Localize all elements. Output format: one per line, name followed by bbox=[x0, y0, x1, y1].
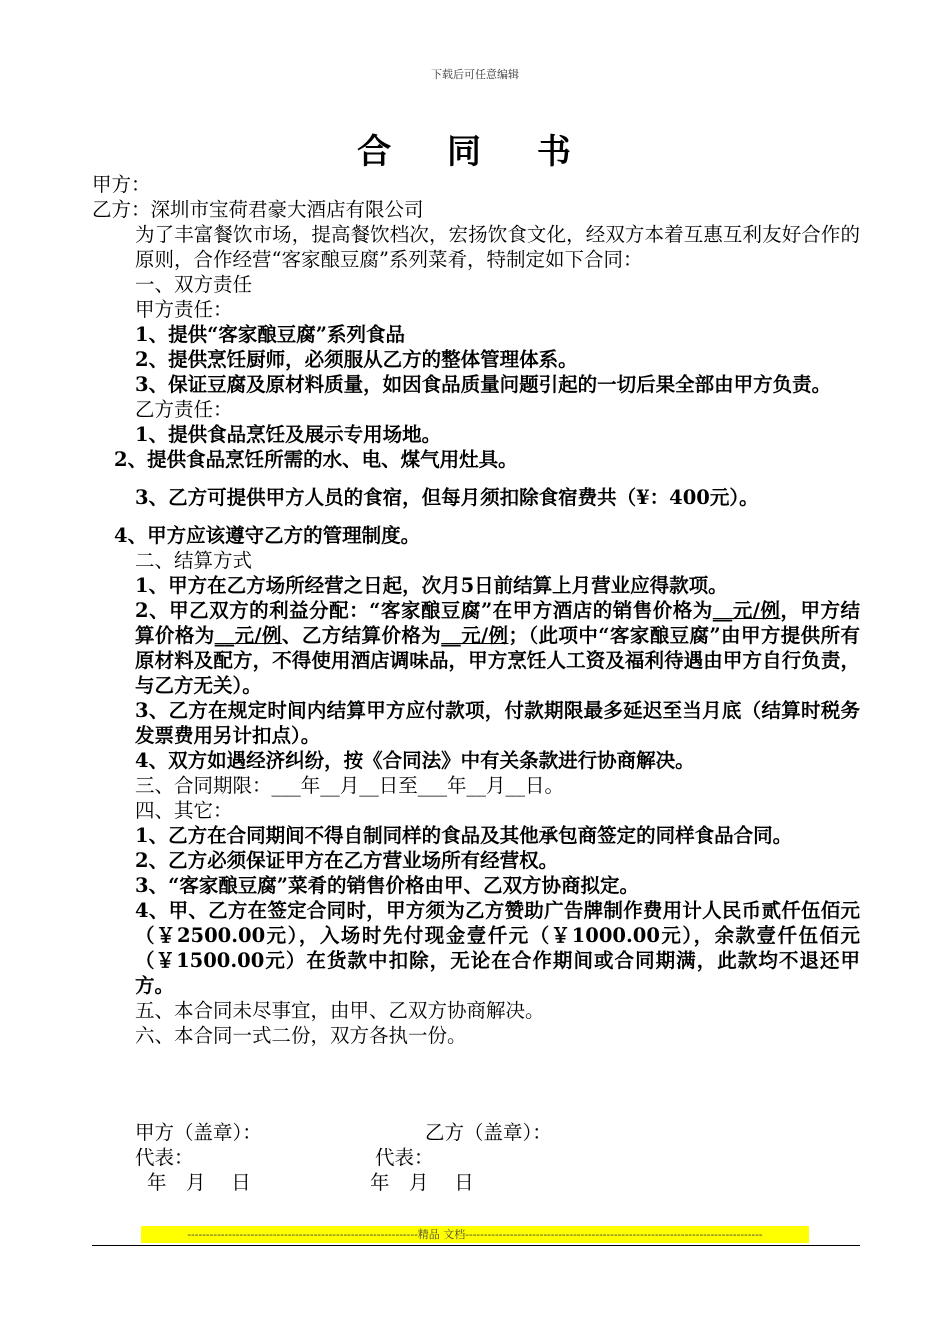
settlement-2-part-b: ，甲方结算价格为 bbox=[135, 599, 860, 647]
other-2: 2、乙方必须保证甲方在乙方营业场所有经营权。 bbox=[135, 849, 559, 872]
settlement-1: 1、甲方在乙方场所经营之日起，次月5日前结算上月营业应得款项。 bbox=[135, 574, 728, 597]
party-a-duty-3: 3、保证豆腐及原材料质量，如因食品质量问题引起的一切后果全部由甲方负责。 bbox=[135, 373, 832, 396]
section-2-title: 二、结算方式 bbox=[135, 549, 253, 572]
section-5: 五、本合同未尽事宜，由甲、乙双方协商解决。 bbox=[135, 999, 545, 1022]
party-b-duty-4: 4、甲方应该遵守乙方的管理制度。 bbox=[114, 524, 421, 547]
settlement-2-part-a: 2、甲乙双方的利益分配：“客家酿豆腐”在甲方酒店的销售价格为 bbox=[135, 599, 713, 622]
footer-watermark: --------------------------------------------------------------精品 文档-------------------------------------------------------------------------------- bbox=[141, 1226, 809, 1243]
contract-title: 合 同 书 bbox=[357, 132, 593, 172]
party-a-price-blank: __元/例 bbox=[214, 624, 282, 647]
settlement-2 bbox=[92, 598, 860, 698]
party-a-duty-2: 2、提供烹饪厨师，必须服从乙方的整体管理体系。 bbox=[135, 348, 578, 371]
section-1-title: 一、双方责任 bbox=[135, 273, 253, 296]
other-3: 3、“客家酿豆腐”菜肴的销售价格由甲、乙双方协商拟定。 bbox=[135, 874, 640, 897]
party-a: 甲方： bbox=[92, 173, 151, 196]
party-b-duty-1: 1、提供食品烹饪及展示专用场地。 bbox=[135, 423, 442, 446]
party-b: 乙方：深圳市宝荷君豪大酒店有限公司 bbox=[92, 198, 424, 221]
signature-block bbox=[92, 1120, 860, 1200]
party-b-date: 年 月 日 bbox=[370, 1171, 474, 1194]
party-b-seal-label: 乙方（盖章）： bbox=[425, 1121, 552, 1144]
section-6: 六、本合同一式二份，双方各执一份。 bbox=[135, 1024, 467, 1047]
party-a-date: 年 月 日 bbox=[147, 1171, 251, 1194]
other-4: 4、甲、乙方在签定合同时，甲方须为乙方赞助广告牌制作费用计人民币贰仟伍佰元（￥2500.00元），入场时先付现金壹仟元（￥1000.00元），余款壹仟伍佰元（￥1500.00元）在货款中扣除，无论在合作期间或合同期满，此款均不退还甲方。 bbox=[135, 899, 860, 997]
settlement-3: 3、乙方在规定时间内结算甲方应付款项，付款期限最多延迟至当月底（结算时税务发票费用另计扣点）。 bbox=[135, 699, 860, 747]
header-note: 下载后可任意编辑 bbox=[431, 68, 519, 81]
intro-paragraph: 为了丰富餐饮市场，提高餐饮档次，宏扬饮食文化，经双方本着互惠互利友好合作的原则，合作经营“客家酿豆腐”系列菜肴，特制定如下合同： bbox=[135, 223, 860, 271]
footer-divider bbox=[92, 1245, 860, 1246]
party-b-representative-label: 代表： bbox=[375, 1146, 434, 1169]
party-b-duty-2: 2、提供食品烹饪所需的水、电、煤气用灶具。 bbox=[114, 448, 518, 471]
section-4-title: 四、其它： bbox=[135, 799, 233, 822]
party-b-duty-3: 3、乙方可提供甲方人员的食宿，但每月须扣除食宿费共（¥：400元）。 bbox=[135, 486, 759, 509]
party-a-seal-label: 甲方（盖章）： bbox=[135, 1121, 262, 1144]
party-a-duties-title: 甲方责任： bbox=[135, 298, 233, 321]
contract-body bbox=[92, 172, 860, 1048]
party-a-duty-1: 1、提供“客家酿豆腐”系列食品 bbox=[135, 323, 406, 346]
party-a-representative-label: 代表： bbox=[135, 1146, 194, 1169]
party-b-duties-title: 乙方责任： bbox=[135, 398, 233, 421]
settlement-2-part-d: ；（此项中“客家酿豆腐”由甲方提供所有原材料及配方，不得使用酒店调味品，甲方烹饪人工资及福利待遇由甲方自行负责，与乙方无关）。 bbox=[135, 624, 860, 697]
party-b-price-blank: __元/例 bbox=[441, 624, 509, 647]
sale-price-blank: __元/例 bbox=[712, 599, 781, 622]
other-1: 1、乙方在合同期间不得自制同样的食品及其他承包商签定的同样食品合同。 bbox=[135, 824, 793, 847]
settlement-4: 4、双方如遇经济纠纷，按《合同法》中有关条款进行协商解决。 bbox=[135, 749, 695, 772]
section-3-term: 三、合同期限：___年__月__日至___年__月__日。 bbox=[135, 774, 565, 797]
settlement-2-part-c: 、乙方结算价格为 bbox=[281, 624, 442, 647]
